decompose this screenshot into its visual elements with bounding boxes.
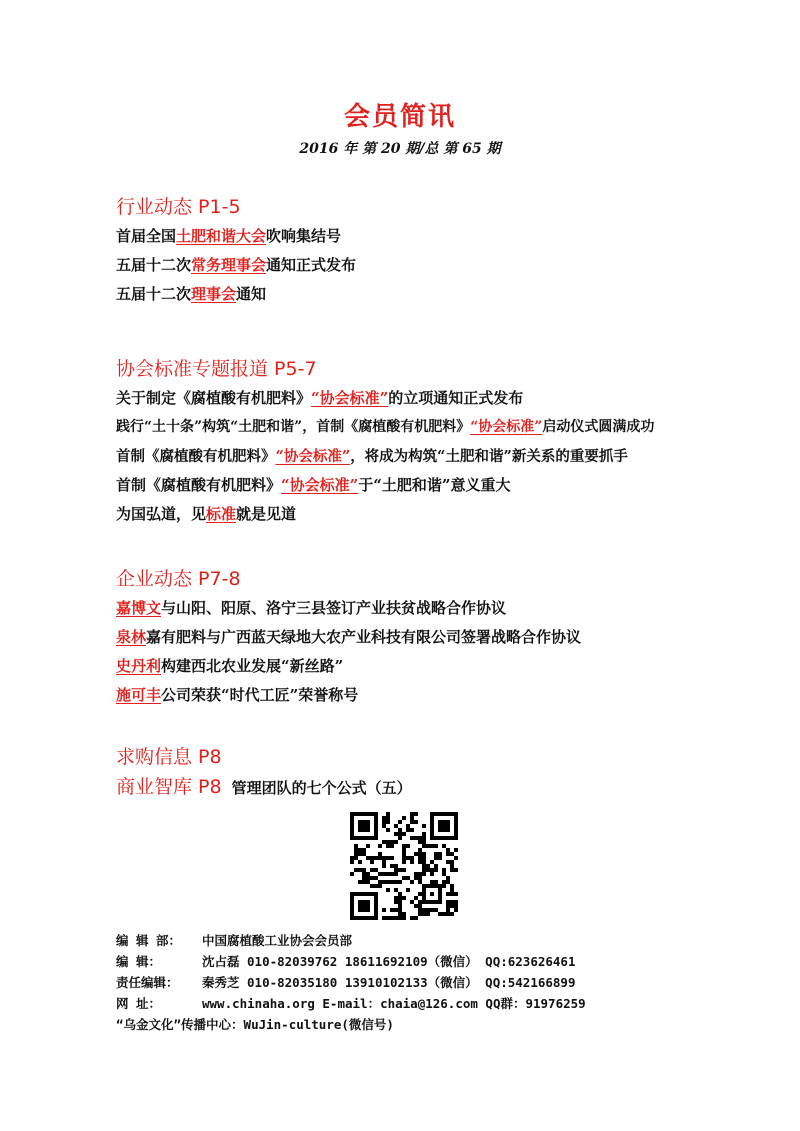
issue-number: 2016 年 第 20 期/总 第 65 期	[299, 141, 501, 157]
headline-link[interactable]: 为国弘道，见标准就是见道	[116, 505, 297, 523]
section-heading-buy-info[interactable]: 求购信息 P8	[116, 746, 222, 768]
section-heading-think-tank[interactable]: 商业智库 P8 管理团队的七个公式（五）	[116, 776, 412, 798]
section-heading: 行业动态 P1-5	[116, 196, 241, 218]
section-heading: 企业动态 P7-8	[116, 568, 241, 590]
section-industry-news	[116, 192, 736, 309]
headline-link[interactable]: 泉林嘉有肥料与广西蓝天绿地大农产业科技有限公司签署战略合作协议	[116, 628, 582, 646]
headline-link[interactable]: 五届十二次常务理事会通知正式发布	[116, 256, 357, 274]
headline-link[interactable]: 践行“土十条”构筑“土肥和谐”，首制《腐植酸有机肥料》“协会标准”启动仪式圆满成功	[116, 419, 655, 435]
headline-link[interactable]: 五届十二次理事会通知	[116, 285, 267, 303]
section-company-news	[116, 564, 736, 710]
headline-link[interactable]: 首制《腐植酸有机肥料》“协会标准”，将成为构筑“土肥和谐”新关系的重要抓手	[116, 448, 628, 465]
headline-link[interactable]: 首届全国土肥和谐大会吹响集结号	[116, 227, 342, 245]
headline-link[interactable]: 史丹利构建西北农业发展“新丝路”	[116, 657, 344, 675]
headline-link[interactable]: 嘉博文与山阳、阳原、洛宁三县签订产业扶贫战略合作协议	[116, 599, 507, 617]
footer-line-chief-editor: 责任编辑： 秦秀芝 010-82035180 13910102133（微信） QQ:542166899	[116, 975, 576, 990]
section-heading: 协会标准专题报道 P5-7	[116, 358, 317, 380]
section-standard-report	[116, 354, 736, 529]
footer-line-website[interactable]: 网 址： www.chinaha.org E-mail：chaia@126.com QQ群：91976259	[116, 996, 586, 1011]
section-buy-info	[116, 742, 736, 802]
headline-link[interactable]: 关于制定《腐植酸有机肥料》“协会标准”的立项通知正式发布	[116, 389, 524, 407]
headline-link[interactable]: 施可丰公司荣获“时代工匠”荣誉称号	[116, 686, 359, 704]
footer-line-editor: 编 辑： 沈占磊 010-82039762 18611692109（微信） QQ:623626461	[116, 954, 576, 969]
footer-line-editorial: 编 辑 部： 中国腐植酸工业协会会员部	[116, 933, 353, 948]
footer-contact	[116, 930, 756, 1035]
page-title: 会员简讯	[343, 102, 456, 132]
footer-line-wechat: “乌金文化”传播中心：WuJin-culture(微信号)	[116, 1017, 394, 1032]
headline-link[interactable]: 首制《腐植酸有机肥料》“协会标准”于“土肥和谐”意义重大	[116, 476, 511, 494]
qr-code-icon	[350, 812, 458, 920]
